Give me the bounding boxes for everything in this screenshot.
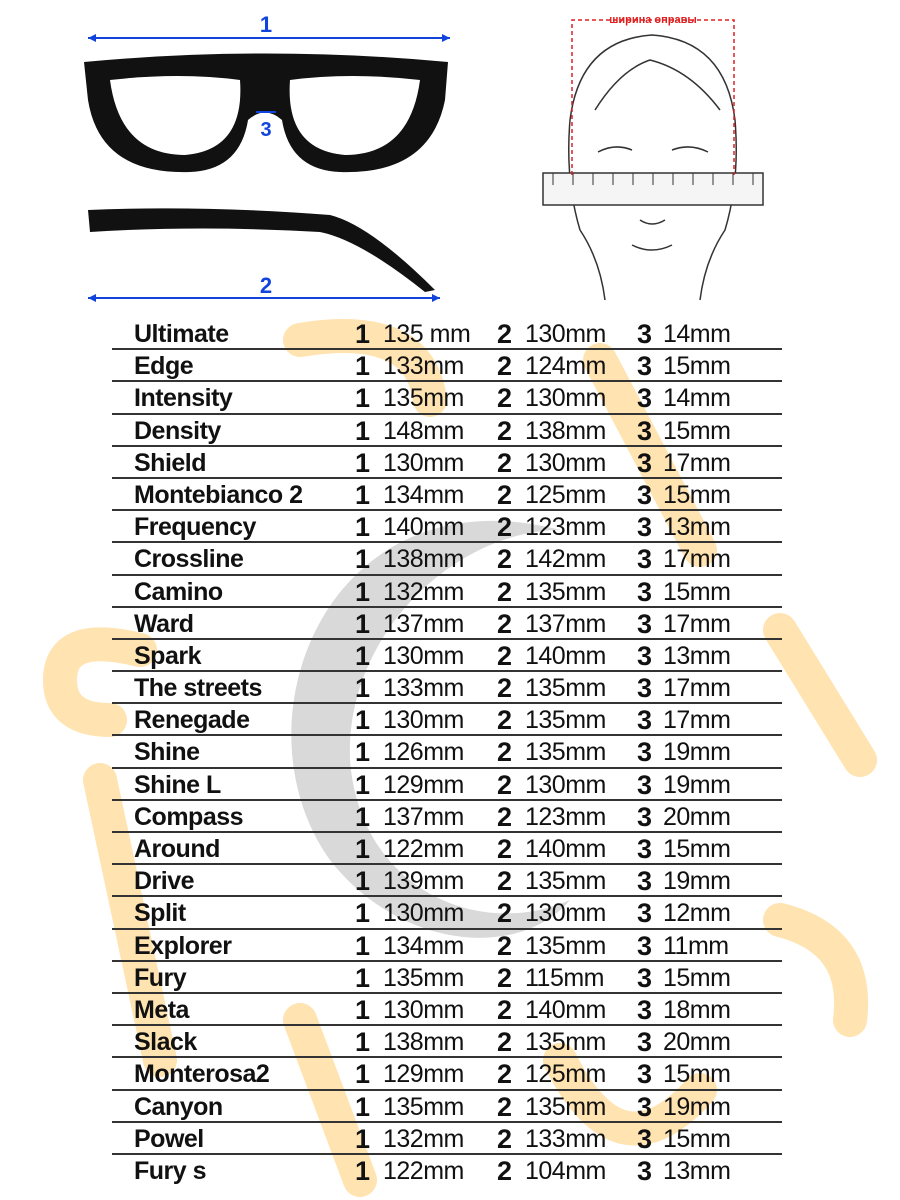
marker-2: 2 xyxy=(497,994,512,1025)
marker-1: 1 xyxy=(355,479,370,510)
temple-length-value: 140mm xyxy=(525,995,606,1024)
marker-3: 3 xyxy=(637,1123,652,1154)
marker-1: 1 xyxy=(355,447,370,478)
bridge-width-value: 19mm xyxy=(663,867,731,896)
marker-2: 2 xyxy=(497,576,512,607)
table-row xyxy=(112,704,782,736)
marker-1: 1 xyxy=(355,705,370,736)
table-row xyxy=(112,479,782,511)
marker-3: 3 xyxy=(637,447,652,478)
bridge-width-value: 17mm xyxy=(663,706,731,735)
temple-length-value: 125mm xyxy=(525,480,606,509)
frame-width-value: 135mm xyxy=(383,1092,464,1121)
bridge-width-value: 13mm xyxy=(663,513,731,542)
model-name: Frequency xyxy=(134,513,256,542)
marker-3: 3 xyxy=(637,1027,652,1058)
frame-width-value: 122mm xyxy=(383,1156,464,1185)
marker-3: 3 xyxy=(637,544,652,575)
temple-length-value: 135mm xyxy=(525,931,606,960)
frame-measurement-diagram xyxy=(0,0,900,310)
marker-3: 3 xyxy=(637,351,652,382)
model-name: Around xyxy=(134,835,220,863)
marker-1: 1 xyxy=(355,576,370,607)
bridge-width-value: 15mm xyxy=(663,577,731,606)
bridge-width-value: 15mm xyxy=(663,352,731,381)
marker-1: 1 xyxy=(355,608,370,639)
marker-3-label: 3 xyxy=(260,119,272,141)
frame-width-value: 137mm xyxy=(383,609,464,638)
marker-1: 1 xyxy=(355,673,370,704)
bridge-width-value: 14mm xyxy=(663,320,731,348)
bridge-width-value: 12mm xyxy=(663,899,731,928)
model-name: The streets xyxy=(134,674,262,703)
marker-1: 1 xyxy=(355,769,370,800)
temple-length-value: 123mm xyxy=(525,802,606,831)
frame-width-label: ширина оправы xyxy=(609,14,697,26)
temple-length-value: 124mm xyxy=(525,352,606,381)
model-name: Explorer xyxy=(134,931,232,960)
marker-2: 2 xyxy=(497,447,512,478)
table-row xyxy=(112,608,782,640)
temple-length-value: 135mm xyxy=(525,1092,606,1121)
temple-length-value: 137mm xyxy=(525,609,606,638)
model-name: Fury s xyxy=(134,1156,207,1185)
model-name: Camino xyxy=(134,577,223,606)
marker-1: 1 xyxy=(355,640,370,671)
model-name: Drive xyxy=(134,867,195,896)
model-name: Shine xyxy=(134,738,200,767)
bridge-width-value: 20mm xyxy=(663,802,731,831)
model-name: Shield xyxy=(134,448,207,477)
table-row xyxy=(112,994,782,1026)
bridge-width-value: 19mm xyxy=(663,1092,731,1121)
table-row xyxy=(112,1091,782,1123)
bridge-width-value: 14mm xyxy=(663,384,731,413)
marker-3: 3 xyxy=(637,866,652,897)
bridge-width-value: 19mm xyxy=(663,738,731,767)
model-name: Slack xyxy=(134,1028,197,1057)
table-row xyxy=(112,350,782,382)
temple-length-value: 135mm xyxy=(525,674,606,703)
model-name: Shine L xyxy=(134,770,221,799)
temple-length-value: 130mm xyxy=(525,320,606,348)
table-row xyxy=(112,865,782,897)
table-row xyxy=(112,1155,782,1187)
marker-2-label: 2 xyxy=(259,273,273,298)
marker-1: 1 xyxy=(355,994,370,1025)
temple-length-value: 138mm xyxy=(525,416,606,445)
table-row xyxy=(112,769,782,801)
bridge-width-value: 18mm xyxy=(663,995,731,1024)
size-table xyxy=(112,318,782,1187)
model-name: Ward xyxy=(134,609,194,638)
frame-width-value: 132mm xyxy=(383,577,464,606)
frame-width-value: 132mm xyxy=(383,1124,464,1153)
temple-length-value: 130mm xyxy=(525,384,606,413)
marker-1: 1 xyxy=(355,834,370,864)
temple-length-value: 135mm xyxy=(525,867,606,896)
temple-length-value: 135mm xyxy=(525,1028,606,1057)
bridge-width-value: 17mm xyxy=(663,448,731,477)
bridge-width-value: 17mm xyxy=(663,545,731,574)
bridge-width-value: 15mm xyxy=(663,835,731,863)
frame-width-value: 130mm xyxy=(383,706,464,735)
bridge-width-value: 17mm xyxy=(663,674,731,703)
frame-width-value: 130mm xyxy=(383,995,464,1024)
temple-length-value: 115mm xyxy=(525,963,605,992)
bridge-width-value: 15mm xyxy=(663,1124,731,1153)
frame-width-value: 130mm xyxy=(383,899,464,928)
marker-3: 3 xyxy=(637,994,652,1025)
frame-width-value: 138mm xyxy=(383,1028,464,1057)
temple-length-value: 135mm xyxy=(525,706,606,735)
marker-3: 3 xyxy=(637,512,652,543)
bridge-width-value: 15mm xyxy=(663,963,731,992)
frame-width-value: 140mm xyxy=(383,513,464,542)
marker-3: 3 xyxy=(637,769,652,800)
marker-2: 2 xyxy=(497,640,512,671)
bridge-width-value: 17mm xyxy=(663,609,731,638)
bridge-width-value: 15mm xyxy=(663,480,731,509)
marker-2: 2 xyxy=(497,866,512,897)
table-row xyxy=(112,1058,782,1090)
marker-3: 3 xyxy=(637,1059,652,1090)
marker-3: 3 xyxy=(637,801,652,832)
model-name: Crossline xyxy=(134,545,244,574)
marker-3: 3 xyxy=(637,383,652,414)
table-row xyxy=(112,930,782,962)
marker-2: 2 xyxy=(497,673,512,704)
model-name: Spark xyxy=(134,641,201,670)
marker-2: 2 xyxy=(497,1091,512,1122)
frame-width-value: 135 mm xyxy=(383,320,471,348)
marker-2: 2 xyxy=(497,930,512,961)
marker-3: 3 xyxy=(637,898,652,929)
table-row xyxy=(112,672,782,704)
bridge-width-value: 11mm xyxy=(663,931,729,960)
marker-1: 1 xyxy=(355,737,370,768)
frame-width-value: 133mm xyxy=(383,352,464,381)
marker-2: 2 xyxy=(497,801,512,832)
marker-2: 2 xyxy=(497,1155,512,1186)
frame-width-value: 130mm xyxy=(383,448,464,477)
model-name: Montebianco 2 xyxy=(134,480,303,509)
table-row xyxy=(112,962,782,994)
marker-3: 3 xyxy=(637,962,652,993)
marker-2: 2 xyxy=(497,1027,512,1058)
marker-3: 3 xyxy=(637,1155,652,1186)
marker-2: 2 xyxy=(497,737,512,768)
model-name: Canyon xyxy=(134,1092,223,1121)
table-row xyxy=(112,318,782,350)
marker-3: 3 xyxy=(637,1091,652,1122)
table-row xyxy=(112,1123,782,1155)
marker-1: 1 xyxy=(355,351,370,382)
frame-width-value: 148mm xyxy=(383,416,464,445)
temple-length-value: 130mm xyxy=(525,448,606,477)
marker-2: 2 xyxy=(497,834,512,864)
frame-width-value: 135mm xyxy=(383,963,464,992)
frame-width-value: 139mm xyxy=(383,867,464,896)
model-name: Edge xyxy=(134,352,194,381)
marker-3: 3 xyxy=(637,705,652,736)
marker-1: 1 xyxy=(355,801,370,832)
bridge-width-value: 13mm xyxy=(663,1156,731,1185)
frame-width-value: 134mm xyxy=(383,931,464,960)
model-name: Renegade xyxy=(134,706,250,735)
frame-width-value: 122mm xyxy=(383,835,464,863)
marker-1: 1 xyxy=(355,1059,370,1090)
table-row xyxy=(112,801,782,833)
marker-3: 3 xyxy=(637,415,652,446)
bridge-width-value: 15mm xyxy=(663,1060,731,1089)
bridge-width-value: 20mm xyxy=(663,1028,731,1057)
model-name: Density xyxy=(134,416,221,445)
model-name: Fury xyxy=(134,963,187,992)
bridge-width-value: 15mm xyxy=(663,416,731,445)
model-name: Meta xyxy=(134,995,189,1024)
marker-1: 1 xyxy=(355,383,370,414)
bridge-width-value: 13mm xyxy=(663,641,731,670)
table-row xyxy=(112,511,782,543)
model-name: Compass xyxy=(134,802,244,831)
temple-length-value: 123mm xyxy=(525,513,606,542)
temple-length-value: 140mm xyxy=(525,641,606,670)
marker-2: 2 xyxy=(497,544,512,575)
marker-2: 2 xyxy=(497,769,512,800)
table-row xyxy=(112,576,782,608)
temple-length-value: 125mm xyxy=(525,1060,606,1089)
marker-1: 1 xyxy=(355,1155,370,1186)
frame-width-value: 133mm xyxy=(383,674,464,703)
marker-2: 2 xyxy=(497,608,512,639)
bridge-width-value: 19mm xyxy=(663,770,731,799)
marker-3: 3 xyxy=(637,673,652,704)
temple-length-value: 130mm xyxy=(525,770,606,799)
marker-2: 2 xyxy=(497,1123,512,1154)
frame-width-value: 129mm xyxy=(383,1060,464,1089)
table-row xyxy=(112,415,782,447)
marker-1: 1 xyxy=(355,1123,370,1154)
marker-2: 2 xyxy=(497,962,512,993)
model-name: Powel xyxy=(134,1124,204,1153)
marker-1: 1 xyxy=(355,512,370,543)
table-row xyxy=(112,833,782,865)
temple-length-value: 135mm xyxy=(525,738,606,767)
frame-width-value: 138mm xyxy=(383,545,464,574)
temple-length-value: 104mm xyxy=(525,1156,606,1185)
marker-2: 2 xyxy=(497,705,512,736)
temple-length-value: 142mm xyxy=(525,545,606,574)
table-row xyxy=(112,1026,782,1058)
frame-width-value: 134mm xyxy=(383,480,464,509)
marker-3: 3 xyxy=(637,737,652,768)
table-row xyxy=(112,736,782,768)
marker-3: 3 xyxy=(637,319,652,349)
model-name: Ultimate xyxy=(134,320,229,348)
marker-1: 1 xyxy=(355,319,370,349)
marker-2: 2 xyxy=(497,351,512,382)
marker-2: 2 xyxy=(497,512,512,543)
table-row xyxy=(112,897,782,929)
marker-1: 1 xyxy=(355,866,370,897)
marker-1: 1 xyxy=(355,544,370,575)
marker-2: 2 xyxy=(497,1059,512,1090)
marker-2: 2 xyxy=(497,415,512,446)
marker-3: 3 xyxy=(637,479,652,510)
marker-2: 2 xyxy=(497,898,512,929)
marker-3: 3 xyxy=(637,834,652,864)
frame-width-value: 126mm xyxy=(383,738,464,767)
marker-1: 1 xyxy=(355,962,370,993)
marker-1: 1 xyxy=(355,1091,370,1122)
marker-2: 2 xyxy=(497,319,512,349)
table-row xyxy=(112,382,782,414)
model-name: Split xyxy=(134,899,186,928)
table-row xyxy=(112,447,782,479)
temple-length-value: 130mm xyxy=(525,899,606,928)
temple-length-value: 133mm xyxy=(525,1124,606,1153)
face-with-ruler-icon xyxy=(543,35,763,300)
marker-1-label: 1 xyxy=(259,12,273,37)
frame-width-value: 129mm xyxy=(383,770,464,799)
model-name: Intensity xyxy=(134,384,233,413)
marker-1: 1 xyxy=(355,1027,370,1058)
table-row xyxy=(112,640,782,672)
model-name: Monterosa2 xyxy=(134,1060,270,1089)
marker-1: 1 xyxy=(355,930,370,961)
table-row xyxy=(112,543,782,575)
frame-width-value: 137mm xyxy=(383,802,464,831)
marker-3: 3 xyxy=(637,640,652,671)
marker-2: 2 xyxy=(497,383,512,414)
marker-3: 3 xyxy=(637,930,652,961)
frame-width-value: 135mm xyxy=(383,384,464,413)
frame-width-value: 130mm xyxy=(383,641,464,670)
marker-3: 3 xyxy=(637,608,652,639)
temple-length-value: 140mm xyxy=(525,835,606,863)
marker-1: 1 xyxy=(355,898,370,929)
marker-1: 1 xyxy=(355,415,370,446)
marker-3: 3 xyxy=(637,576,652,607)
marker-2: 2 xyxy=(497,479,512,510)
temple-length-value: 135mm xyxy=(525,577,606,606)
